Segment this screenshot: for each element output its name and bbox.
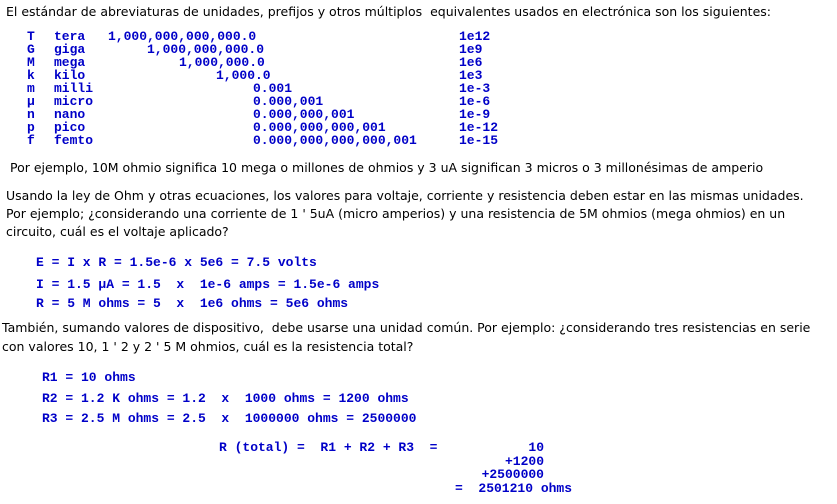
intro-text: El estándar de abreviaturas de unidades, prefijos y otros múltiplos equivalentes usados en electrónica son los siguientes: xyxy=(6,4,772,19)
example-text: Por ejemplo, 10M ohmio significa 10 mega o millones de ohmios y 3 uA significan 3 micros o 3 millonésimas de amperio xyxy=(10,160,764,175)
prefix-name: kilo xyxy=(54,68,86,83)
prefix-name: micro xyxy=(54,94,94,109)
prefix-exponent: 1e3 xyxy=(459,68,483,83)
prefix-name: tera xyxy=(54,29,86,44)
prefix-name: mega xyxy=(54,55,86,70)
total-addend: +1200 xyxy=(504,454,544,469)
prefix-exponent: 1e-3 xyxy=(459,81,491,96)
ohm-paragraph-line: Usando la ley de Ohm y otras ecuaciones, los valores para voltaje, corriente y resistencia deben estar en las mismas unidades. xyxy=(6,188,804,203)
prefix-symbol: M xyxy=(27,55,35,70)
total-addend: +2500000 xyxy=(481,467,544,482)
prefix-exponent: 1e6 xyxy=(459,55,483,70)
prefix-decimal: 1,000.0 xyxy=(216,68,271,83)
total-addend: 10 xyxy=(528,440,544,455)
prefix-decimal: 0.000,000,000,000,001 xyxy=(253,133,417,148)
series-paragraph-line: También, sumando valores de dispositivo, debe usarse una unidad común. Por ejemplo: ¿considerando tres resistencias en serie xyxy=(2,320,811,335)
prefix-decimal: 1,000,000.0 xyxy=(179,55,265,70)
prefix-decimal: 0.001 xyxy=(253,81,293,96)
prefix-exponent: 1e-9 xyxy=(459,107,491,122)
ohm-equation: E = I x R = 1.5e-6 x 5e6 = 7.5 volts xyxy=(36,255,317,270)
prefix-symbol: n xyxy=(27,107,35,122)
series-equation: R3 = 2.5 M ohms = 2.5 x 1000000 ohms = 2500000 xyxy=(42,411,417,426)
prefix-decimal: 1,000,000,000.0 xyxy=(147,42,265,57)
prefix-exponent: 1e-6 xyxy=(459,94,491,109)
prefix-exponent: 1e9 xyxy=(459,42,483,57)
prefix-name: femto xyxy=(54,133,94,148)
prefix-exponent: 1e-15 xyxy=(459,133,499,148)
prefix-decimal: 0.000,001 xyxy=(253,94,324,109)
prefix-decimal: 0.000,000,000,001 xyxy=(253,120,386,135)
prefix-decimal: 1,000,000,000,000.0 xyxy=(108,29,257,44)
prefix-name: giga xyxy=(54,42,86,57)
prefix-symbol: μ xyxy=(27,94,35,109)
prefix-name: milli xyxy=(54,81,94,96)
total-result: = 2501210 ohms xyxy=(455,481,573,496)
ohm-equation: R = 5 M ohms = 5 x 1e6 ohms = 5e6 ohms xyxy=(36,296,349,311)
ohm-paragraph-line: Por ejemplo; ¿considerando una corriente de 1 ' 5uA (micro amperios) y una resistencia de 5M ohmios (mega ohmios) en un xyxy=(6,206,786,221)
prefix-symbol: T xyxy=(27,29,35,44)
prefix-symbol: p xyxy=(27,120,35,135)
prefix-name: nano xyxy=(54,107,86,122)
prefix-symbol: G xyxy=(27,42,35,57)
ohm-equation: I = 1.5 μA = 1.5 x 1e-6 amps = 1.5e-6 amps xyxy=(36,277,380,292)
prefix-symbol: m xyxy=(27,81,35,96)
ohm-paragraph-line: circuito, cuál es el voltaje aplicado? xyxy=(6,224,229,239)
prefix-symbol: k xyxy=(27,68,35,83)
series-equation: R2 = 1.2 K ohms = 1.2 x 1000 ohms = 1200 ohms xyxy=(42,391,409,406)
prefix-name: pico xyxy=(54,120,86,135)
series-equation: R1 = 10 ohms xyxy=(42,370,136,385)
prefix-symbol: f xyxy=(27,133,35,148)
prefix-decimal: 0.000,000,001 xyxy=(253,107,355,122)
prefix-exponent: 1e-12 xyxy=(459,120,499,135)
prefix-exponent: 1e12 xyxy=(459,29,491,44)
total-resistance-label: R (total) = R1 + R2 + R3 = xyxy=(219,440,438,455)
series-paragraph-line: con valores 10, 1 ' 2 y 2 ' 5 M ohmios, cuál es la resistencia total? xyxy=(2,339,414,354)
